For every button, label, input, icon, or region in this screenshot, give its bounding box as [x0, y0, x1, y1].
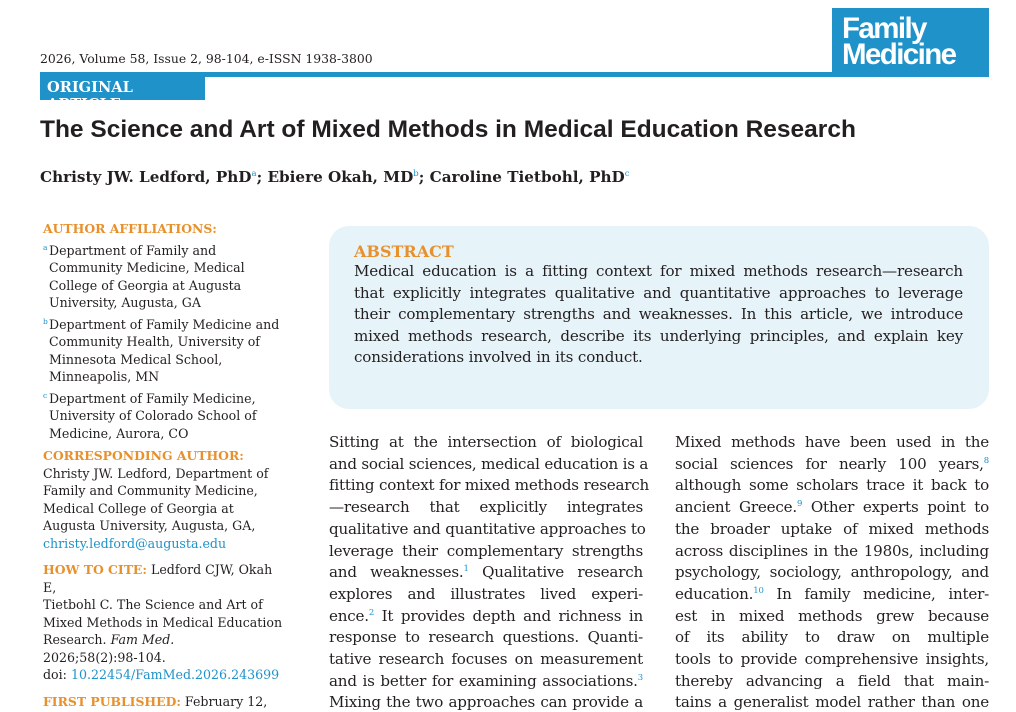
- body-text: fitting context for mixed methods research: [329, 476, 650, 495]
- affiliation-line: University of Colorado School of: [49, 408, 257, 423]
- body-text: It provides depth and richness in: [374, 606, 643, 625]
- author-separator: ;: [418, 168, 430, 186]
- reference-link[interactable]: 1: [463, 564, 469, 575]
- body-line: [329, 475, 650, 497]
- body-text: thereby advancing a field that main-: [675, 671, 989, 690]
- body-line: [675, 671, 989, 693]
- corresponding-heading: CORRESPONDING AUTHOR:: [43, 448, 244, 463]
- author-list: [40, 168, 629, 186]
- reference-link[interactable]: 10: [753, 585, 764, 596]
- body-text: Mixed methods have been used in the: [675, 433, 989, 451]
- how-to-cite-text: 2026;58(2):98-104.: [43, 649, 166, 665]
- body-line: [675, 584, 989, 606]
- reference-link[interactable]: 2: [368, 607, 375, 618]
- affiliation-line: Medicine, Aurora, CO: [49, 425, 189, 441]
- affiliation-line: Department of Family Medicine,: [49, 390, 256, 406]
- body-text: est in mixed methods grew because: [675, 606, 989, 625]
- how-to-cite-journal: Fam Med.: [110, 632, 175, 647]
- body-line: [675, 606, 989, 628]
- body-text: the broader uptake of mixed methods: [675, 519, 989, 538]
- body-text: of its ability to draw on multiple: [675, 628, 989, 647]
- body-line: [329, 497, 643, 519]
- body-text: Mixing the two approaches can provide a: [329, 693, 643, 712]
- abstract-line: that explicitly integrates qualitative and quantitative approaches to leverage: [354, 283, 963, 302]
- affiliation-list: [43, 242, 283, 443]
- author-name: Caroline Tietbohl, PhD: [429, 168, 625, 186]
- abstract-line: mixed methods research, describe its underlying principles, and explain key: [354, 326, 963, 345]
- body-text: tative research focuses on measurement: [329, 650, 643, 669]
- author-affiliation-mark: b: [413, 168, 419, 179]
- body-text: social sciences for nearly 100 years,: [675, 454, 984, 473]
- body-text: explores and illustrates lived experi-: [329, 584, 643, 603]
- body-line: [329, 649, 643, 671]
- corresponding-line: Family and Community Medicine,: [43, 483, 258, 498]
- body-line: [329, 671, 643, 693]
- how-to-cite-heading: HOW TO CITE:: [43, 562, 147, 577]
- body-text: and is better for examining associations.: [329, 671, 638, 690]
- reference-link[interactable]: 8: [983, 455, 989, 466]
- body-line: [675, 562, 989, 584]
- body-text: In family medicine, inter-: [763, 584, 989, 603]
- body-text: across disciplines in the 1980s, including: [675, 541, 989, 560]
- affiliation-line: College of Georgia at Augusta: [49, 277, 242, 293]
- first-published: [43, 693, 283, 711]
- body-line: [329, 454, 649, 476]
- first-published-date: February 12,: [184, 693, 268, 709]
- author-separator: ;: [256, 168, 268, 186]
- how-to-cite-text: Ledford CJW, Okah E,: [43, 562, 273, 595]
- body-text: Qualitative research: [468, 563, 643, 582]
- body-line: [675, 475, 989, 497]
- body-line: [675, 497, 989, 519]
- body-text: response to research questions. Quanti-: [329, 628, 643, 647]
- corresponding-line: Christy JW. Ledford, Department of: [43, 465, 269, 481]
- author-affiliation-mark: c: [624, 168, 630, 179]
- corresponding-address: [43, 465, 283, 535]
- author-name: Ebiere Okah, MD: [267, 168, 414, 186]
- abstract-line: considerations involved in its conduct.: [354, 348, 643, 367]
- affiliation-item: [43, 242, 283, 312]
- body-line: [675, 432, 989, 454]
- body-text: tools to provide comprehensive insights,: [675, 650, 989, 669]
- body-text: Other experts point to: [802, 498, 990, 517]
- article-type-label: ORIGINAL ARTICLE: [40, 77, 205, 100]
- affiliation-mark: b: [43, 316, 48, 326]
- body-text: and social sciences, medical education is a: [329, 454, 649, 473]
- body-line: [329, 519, 646, 541]
- affiliation-line: Department of Family and: [49, 242, 217, 258]
- abstract-heading: ABSTRACT: [354, 242, 454, 261]
- body-text: and weaknesses.: [329, 563, 464, 582]
- body-text: Sitting at the intersection of biological: [329, 433, 643, 451]
- body-text: qualitative and quantitative approaches to: [329, 519, 646, 538]
- journal-logo: [832, 8, 989, 77]
- body-line: [675, 519, 989, 541]
- first-published-heading: FIRST PUBLISHED:: [43, 693, 181, 709]
- body-line: [675, 541, 989, 563]
- abstract-box: [329, 226, 989, 409]
- doi-label: doi:: [43, 667, 67, 682]
- body-line: [675, 627, 989, 649]
- corresponding-line: Medical College of Georgia at: [43, 500, 234, 516]
- body-line: [329, 627, 643, 649]
- affiliations-heading: AUTHOR AFFILIATIONS:: [43, 221, 217, 236]
- affiliation-line: Minneapolis, MN: [49, 369, 160, 384]
- affiliation-line: Department of Family Medicine and: [49, 316, 280, 332]
- affiliation-mark: a: [43, 242, 48, 252]
- how-to-cite-text: Research.: [43, 632, 107, 647]
- body-text: although some scholars trace it back to: [675, 476, 989, 495]
- affiliation-item: [43, 316, 283, 386]
- corresponding-email-link[interactable]: christy.ledford@augusta.edu: [43, 535, 227, 551]
- affiliation-item: [43, 390, 283, 443]
- body-line: [329, 562, 643, 584]
- doi-link[interactable]: 10.22454/FamMed.2026.243699: [70, 667, 280, 682]
- article-title: The Science and Art of Mixed Methods in Medical Education Research: [40, 116, 856, 143]
- how-to-cite: [43, 561, 283, 684]
- body-text: psychology, sociology, anthropology, and: [675, 563, 989, 582]
- body-text: —research that explicitly integrates: [329, 498, 643, 517]
- corresponding-line: Augusta University, Augusta, GA,: [43, 518, 256, 533]
- body-column-left: [329, 432, 650, 712]
- body-text: leverage their complementary strengths: [329, 541, 643, 560]
- body-text: ence.: [329, 606, 369, 625]
- reference-link[interactable]: 9: [796, 499, 803, 510]
- body-column-right: [675, 432, 989, 712]
- body-text: ancient Greece.: [675, 498, 797, 517]
- body-line: [675, 649, 989, 671]
- body-text: tains a generalist model rather than one: [675, 693, 989, 712]
- how-to-cite-text: Tietbohl C. The Science and Art of: [43, 597, 263, 612]
- article-sidebar: [43, 220, 283, 710]
- body-line: [329, 584, 643, 606]
- reference-link[interactable]: 3: [637, 672, 643, 683]
- body-line: [329, 541, 643, 563]
- affiliation-line: Minnesota Medical School,: [49, 351, 223, 367]
- logo-line-medicine: Medicine: [842, 38, 956, 71]
- body-line: [675, 454, 989, 476]
- body-line: [329, 692, 643, 712]
- affiliation-line: University, Augusta, GA: [49, 295, 201, 310]
- affiliation-line: Community Health, University of: [49, 334, 260, 349]
- abstract-line: their complementary strengths and weaknesses. In this article, we introduce: [354, 305, 963, 324]
- abstract-text: [354, 261, 963, 369]
- body-line: [675, 692, 989, 712]
- body-line: [329, 606, 643, 628]
- affiliation-line: Community Medicine, Medical: [49, 260, 245, 275]
- author-name: Christy JW. Ledford, PhD: [40, 168, 252, 186]
- abstract-line: Medical education is a fitting context for mixed methods research—research: [354, 262, 963, 280]
- issue-citation: 2026, Volume 58, Issue 2, 98-104, e-ISSN 1938-3800: [40, 51, 373, 66]
- author-affiliation-mark: a: [251, 168, 257, 179]
- body-line: [329, 432, 643, 454]
- how-to-cite-text: Mixed Methods in Medical Education: [43, 614, 283, 630]
- logo-line-family: Family: [842, 12, 926, 45]
- body-text: education.: [675, 584, 754, 603]
- affiliation-mark: c: [43, 390, 48, 400]
